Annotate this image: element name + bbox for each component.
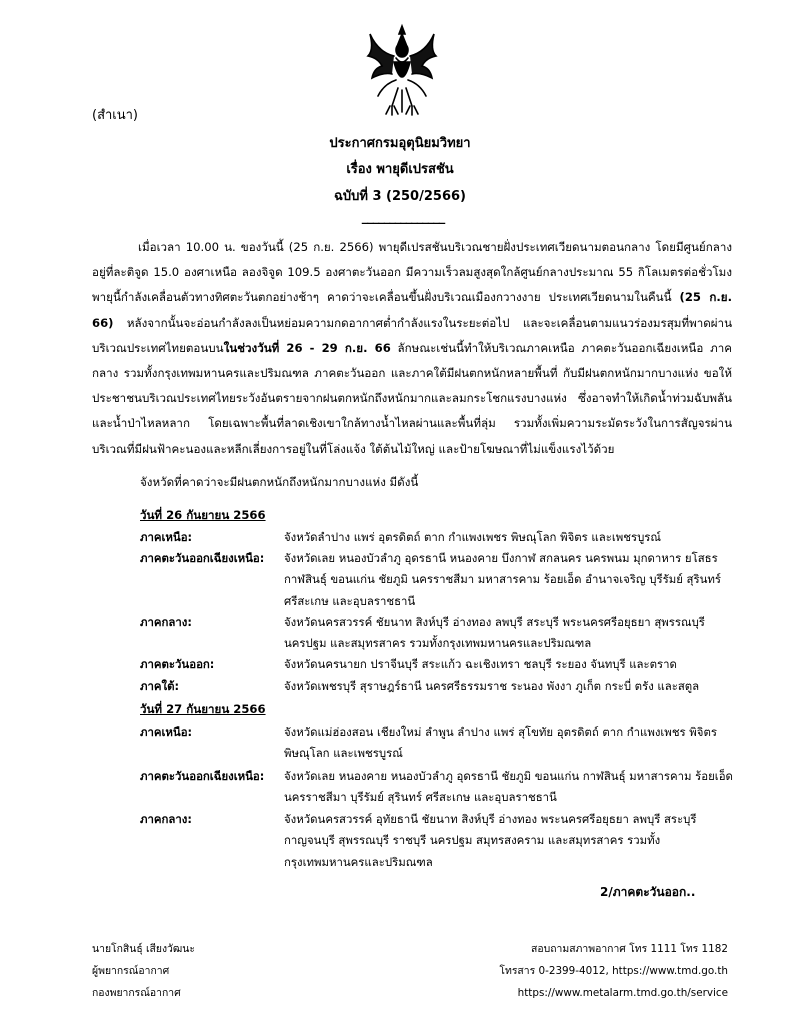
- forecaster-position: ผู้พยากรณ์อากาศ: [92, 965, 170, 977]
- region-provinces: จังหวัดลำปาง แพร่ อุตรดิตถ์ ตาก กำแพงเพชร พิษณุโลก พิจิตร และเพชรบูรณ์: [284, 530, 661, 544]
- paragraph-end: ลักษณะเช่นนี้ทำให้บริเวณภาคเหนือ ภาคตะวันออกเฉียงเหนือ ภาคกลาง รวมทั้งกรุงเทพมหานครและปริมณฑล ภาคตะวันออก และภาคใต้มีฝนตกหนักหลายพื้นที่ กับมีฝนตกหนักมากบางแห่ง ขอให้ประชาชนบริเวณประเทศไทยระวังอันตรายจากฝนตกหนักถึงหนักมากและลมกระโชกแรงบางแห่ง ซึ่งอาจทำให้เกิดน้ำท่วมฉับพลันและน้ำป่าไหลหลาก โดยเฉพาะพื้นที่ลาดเชิงเขาใกล้ทางน้ำไหลผ่านและพื้นที่ลุ่ม รวมทั้งเพิ่มความระมัดระวังในการสัญจรผ่านบริเวณที่มีฝนฟ้าคะนองและหลีกเลี่ยงการอยู่ในที่โล่งแจ้ง ใต้ต้นไม้ใหญ่ และป้ายโฆษณาที่ไม่แข็งแรงไว้ด้วย: [92, 340, 732, 456]
- region-row: [140, 722, 740, 765]
- region-provinces: จังหวัดนครสวรรค์ อุทัยธานี ชัยนาท สิงห์บุรี อ่างทอง พระนครศรีอยุธยา ลพบุรี สระบุรี กาญจนบุรี สุพรรณบุรี ราชบุรี นครปฐม สมุทรสงคราม และสมุทรสาคร รวมทั้งกรุงเทพมหานครและปริมณฑล: [284, 812, 697, 869]
- region-row: [140, 527, 740, 548]
- region-row: [140, 809, 740, 873]
- copy-label: (สำเนา): [92, 108, 139, 123]
- forecaster-block: [92, 938, 195, 1004]
- region-provinces: จังหวัดนครสวรรค์ ชัยนาท สิงห์บุรี อ่างทอง ลพบุรี สระบุรี พระนครศรีอยุธยา สุพรรณบุรี นครปฐม และสมุทรสาคร รวมทั้งกรุงเทพมหานครและปริมณฑล: [284, 615, 705, 651]
- forecaster-division: กองพยากรณ์อากาศ: [92, 987, 181, 999]
- province-intro: จังหวัดที่คาดว่าจะมีฝนตกหนักถึงหนักมากบางแห่ง มีดังนี้: [140, 475, 419, 489]
- region-row: [140, 654, 740, 675]
- contact-fax-website[interactable]: โทรสาร 0-2399-4012, https://www.tmd.go.th: [499, 965, 728, 977]
- region-label: ภาคใต้:: [140, 679, 180, 693]
- day-heading: วันที่ 26 กันยายน 2566: [140, 508, 266, 522]
- region-label: ภาคกลาง:: [140, 812, 192, 826]
- region-provinces: จังหวัดเลย หนองคาย หนองบัวลำภู อุดรธานี ชัยภูมิ ขอนแก่น กาฬสินธุ์ มหาสารคาม ร้อยเอ็ด นครราชสีมา บุรีรัมย์ สุรินทร์ ศรีสะเกษ และอุบลราชธานี: [284, 769, 733, 805]
- title-rule: _______________: [361, 210, 445, 225]
- garuda-emblem-icon: [364, 22, 440, 118]
- forecaster-name: นายโกสินธุ์ เสียงวัฒนะ: [92, 943, 195, 955]
- region-provinces: จังหวัดแม่ฮ่องสอน เชียงใหม่ ลำพูน ลำปาง แพร่ สุโขทัย อุตรดิตถ์ ตาก กำแพงเพชร พิจิตร พิษณุโลก และเพชรบูรณ์: [284, 725, 717, 761]
- region-provinces: จังหวัดเลย หนองบัวลำภู อุดรธานี หนองคาย บึงกาฬ สกลนคร นครพนม มุกดาหาร ยโสธร กาฬสินธุ์ ขอนแก่น ชัยภูมิ นครราชสีมา มหาสารคาม ร้อยเอ็ด อำนาจเจริญ บุรีรัมย์ สุรินทร์ ศรีสะเกษ และอุบลราชธานี: [284, 551, 722, 608]
- region-provinces: จังหวัดเพชรบุรี สุราษฎร์ธานี นครศรีธรรมราช ระนอง พังงา ภูเก็ต กระบี่ ตรัง และสตูล: [284, 679, 700, 693]
- region-label: ภาคตะวันออกเฉียงเหนือ:: [140, 551, 265, 565]
- issue-number: ฉบับที่ 3 (250/2566): [334, 189, 466, 204]
- region-label: ภาคเหนือ:: [140, 530, 193, 544]
- paragraph-date-bold: (25 ก.ย. 66): [92, 290, 732, 330]
- continued-marker: 2/ภาคตะวันออก..: [600, 885, 696, 899]
- subject-line: เรื่อง พายุดีเปรสชัน: [346, 162, 454, 177]
- region-row: [140, 766, 740, 809]
- paragraph-middle: หลังจากนั้นจะอ่อนกำลังลงเป็นหย่อมความกดอากาศต่ำกำลังแรงในระยะต่อไป และจะเคลื่อนตามแนวร่องมรสุมที่พาดผ่านบริเวณประเทศไทยตอนบน: [92, 315, 732, 355]
- region-label: ภาคตะวันออก:: [140, 657, 215, 671]
- region-provinces: จังหวัดนครนายก ปราจีนบุรี สระแก้ว ฉะเชิงเทรา ชลบุรี ระยอง จันทบุรี และตราด: [284, 657, 677, 671]
- page-title: ประกาศกรมอุตุนิยมวิทยา: [329, 136, 471, 151]
- contact-block: [499, 938, 728, 1004]
- region-row: [140, 548, 740, 612]
- contact-phone: สอบถามสภาพอากาศ โทร 1111 โทร 1182: [531, 943, 728, 955]
- region-label: ภาคกลาง:: [140, 615, 192, 629]
- paragraph-start: เมื่อเวลา 10.00 น. ของวันนี้ (25 ก.ย. 2566) พายุดีเปรสชันบริเวณชายฝั่งประเทศเวียดนามตอนกลาง โดยมีศูนย์กลางอยู่ที่ละติจูด 15.0 องศาเหนือ ลองจิจูด 109.5 องศาตะวันออก มีความเร็วลมสูงสุดใกล้ศูนย์กลางประมาณ 55 กิโลเมตรต่อชั่วโมง พายุนี้กำลังเคลื่อนตัวทางทิศตะวันตกอย่างช้าๆ คาดว่าจะเคลื่อนขึ้นฝั่งบริเวณเมืองกวางงาย ประเทศเวียดนามในคืนนี้: [92, 240, 732, 305]
- day-heading: วันที่ 27 กันยายน 2566: [140, 702, 266, 716]
- region-row: [140, 676, 740, 697]
- region-label: ภาคตะวันออกเฉียงเหนือ:: [140, 769, 265, 783]
- region-label: ภาคเหนือ:: [140, 725, 193, 739]
- contact-service-link[interactable]: https://www.metalarm.tmd.go.th/service: [517, 987, 728, 999]
- paragraph-period-bold: ในช่วงวันที่ 26 - 29 ก.ย. 66: [223, 340, 391, 355]
- region-row: [140, 612, 740, 655]
- announcement-paragraph: [92, 235, 732, 462]
